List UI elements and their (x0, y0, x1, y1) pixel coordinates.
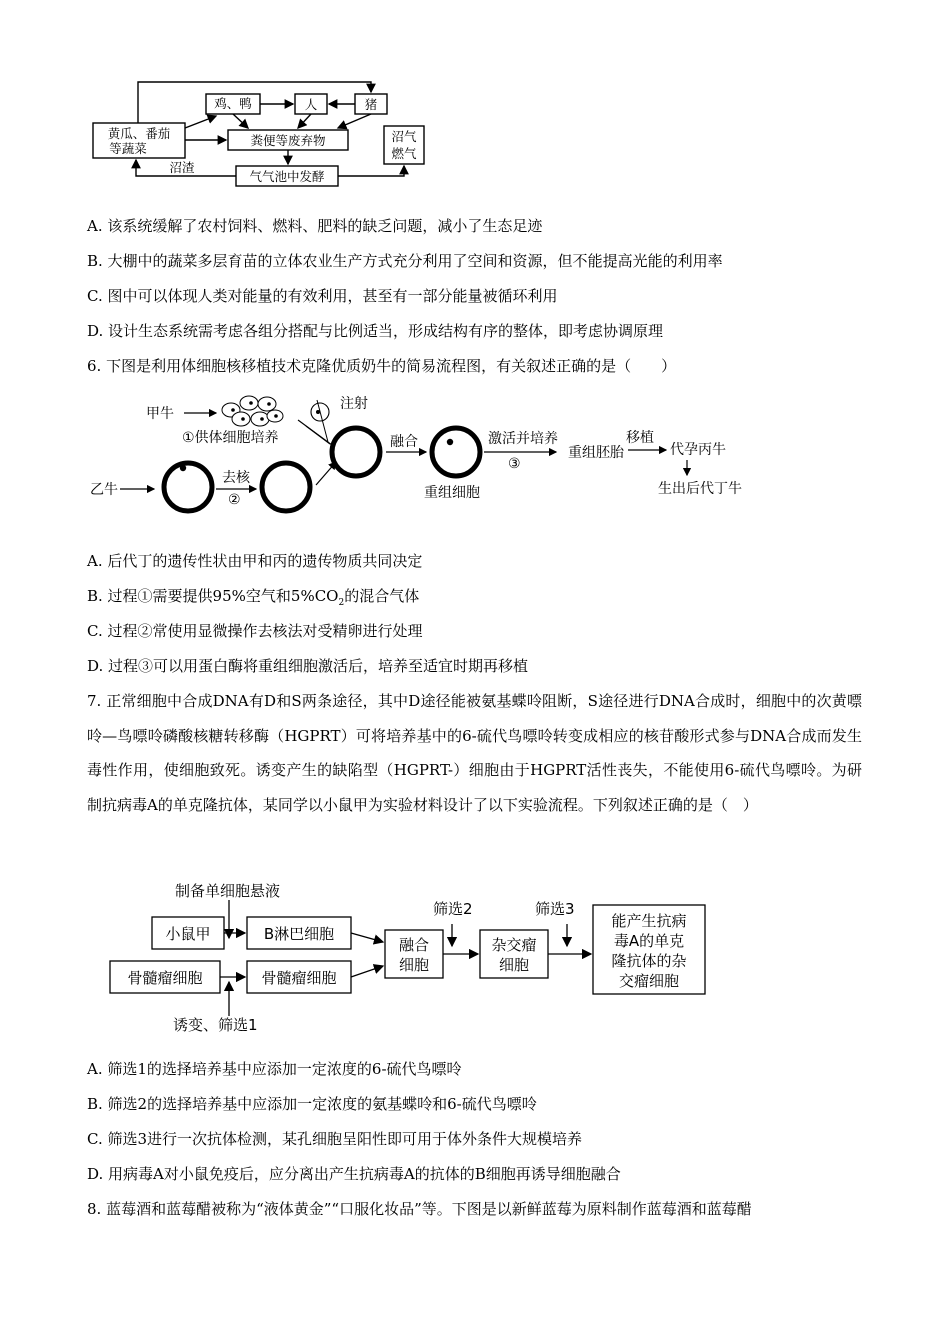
q6-option-b-pre: B. 过程①需要提供95%空气和5%CO (87, 587, 339, 605)
q6-option-c: C. 过程②常使用显微操作去核法对受精卵进行处理 (87, 622, 423, 640)
node-mouse: 小鼠甲 (165, 925, 211, 943)
q7-option-a: A. 筛选1的选择培养基中应添加一定浓度的6-硫代鸟嘌呤 (87, 1060, 462, 1078)
label-screen2: 筛选2 (433, 900, 473, 918)
donor-cells (222, 396, 283, 426)
node-waste: 粪便等废弃物 (250, 133, 326, 148)
q7-option-c: C. 筛选3进行一次抗体检测，某孔细胞呈阳性即可用于体外条件大规模培养 (87, 1130, 583, 1148)
label-screen3: 筛选3 (535, 900, 575, 918)
label-recombined-cell: 重组细胞 (424, 485, 480, 501)
q6-option-d: D. 过程③可以用蛋白酶将重组细胞激活后，培养至适宜时期再移植 (87, 657, 529, 675)
q5-option-b: B. 大棚中的蔬菜多层育苗的立体农业生产方式充分利用了空间和资源，但不能提高光能的利用率 (87, 252, 723, 270)
node-pig: 猪 (364, 97, 378, 112)
node-biogas-line2: 燃气 (391, 146, 417, 161)
node-fused-line2: 细胞 (398, 956, 430, 974)
label-cow-b: 乙牛 (90, 482, 118, 498)
node-myeloma-mutant: 骨髓瘤细胞 (261, 969, 337, 987)
node-vegetables-line2: 等蔬菜 (109, 141, 147, 156)
label-step3: ③ (508, 456, 521, 472)
enucleated-oocyte (262, 463, 310, 511)
node-fused-line1: 融合 (398, 936, 430, 954)
node-final-line1: 能产生抗病 (611, 912, 687, 930)
node-biogas-line1: 沼气 (391, 129, 417, 144)
label-prep: 制备单细胞悬液 (175, 882, 281, 900)
recombined-cell-shape (432, 428, 480, 476)
label-cow-a: 甲牛 (146, 406, 174, 422)
label-step2: ② (228, 492, 241, 508)
q6-stem: 6. 下图是利用体细胞核移植技术克隆优质奶牛的简易流程图，有关叙述正确的是（ ） (87, 357, 677, 375)
q6-option-b (87, 586, 419, 613)
q6-option-a: A. 后代丁的遗传性状由甲和丙的遗传物质共同决定 (87, 552, 423, 570)
label-recombined-embryo: 重组胚胎 (568, 445, 624, 461)
node-b-cell: B淋巴细胞 (263, 925, 335, 943)
oocyte-cell (164, 463, 212, 511)
label-inject: 注射 (340, 396, 368, 412)
node-hybrid-line1: 杂交瘤 (491, 936, 537, 954)
node-human: 人 (304, 97, 318, 112)
label-mutate: 诱变、筛选1 (173, 1016, 258, 1034)
q8-stem: 8. 蓝莓酒和蓝莓醋被称为“液体黄金”“口服化妆品”等。下图是以新鲜蓝莓为原料制作蓝莓酒和蓝莓醋 (87, 1200, 752, 1218)
q7-stem: 7. 正常细胞中合成DNA有D和S两条途径，其中D途径能被氨基蝶呤阻断，S途径进行DNA合成时，细胞中的次黄嘌呤—鸟嘌呤磷酸核糖转移酶（HGPRT）可将培养基中的6-硫代鸟嘌呤转变成相应的核苷酸形式参与DNA合成而发生毒性作用，使细胞致死。诱变产生的缺陷型（HGPRT-）细胞由于HGPRT活性丧失，不能使用6-硫代鸟嘌呤。为研制抗病毒A的单克隆抗体，某同学以小鼠甲为实验材料设计了以下实验流程。下列叙述正确的是（ ） (87, 692, 862, 814)
node-vegetables-line1: 黄瓜、番茄 (107, 126, 171, 141)
label-surrogate: 代孕丙牛 (670, 442, 726, 458)
label-activate: 激活并培养 (488, 431, 558, 447)
label-transplant: 移植 (626, 430, 654, 446)
q7-option-d: D. 用病毒A对小鼠免疫后，应分离出产生抗病毒A的抗体的B细胞再诱导细胞融合 (87, 1165, 621, 1183)
antibody-flow-diagram (105, 878, 715, 1038)
label-fuse: 融合 (390, 434, 418, 450)
q6-option-b-post: 的混合气体 (344, 587, 420, 605)
node-digester: 气气池中发酵 (249, 169, 325, 184)
label-offspring: 生出后代丁牛 (658, 481, 742, 497)
label-residue: 沼渣 (169, 160, 195, 175)
q5-option-d: D. 设计生态系统需考虑各组分搭配与比例适当，形成结构有序的整体，即考虑协调原理 (87, 322, 664, 340)
q7-option-b: B. 筛选2的选择培养基中应添加一定浓度的氨基蝶呤和6-硫代鸟嘌呤 (87, 1095, 537, 1113)
q6-option-b-sub: 2 (338, 598, 345, 608)
node-myeloma-original: 骨髓瘤细胞 (127, 969, 203, 987)
node-final-line2: 毒A的单克 (613, 932, 685, 950)
node-hybrid-line2: 细胞 (498, 956, 530, 974)
q5-option-a: A. 该系统缓解了农村饲料、燃料、肥料的缺乏问题，减小了生态足迹 (87, 217, 543, 235)
cloning-flow-diagram (90, 390, 760, 520)
label-enucleate: 去核 (222, 470, 250, 486)
eco-system-diagram (88, 78, 428, 190)
injected-cell (332, 428, 380, 476)
node-chicken-duck: 鸡、鸭 (214, 96, 252, 111)
node-final-line3: 隆抗体的杂 (611, 952, 687, 970)
q5-option-c: C. 图中可以体现人类对能量的有效利用，甚至有一部分能量被循环利用 (87, 287, 558, 305)
label-donor-culture: ①供体细胞培养 (182, 430, 279, 446)
node-final-line4: 交瘤细胞 (618, 972, 680, 990)
